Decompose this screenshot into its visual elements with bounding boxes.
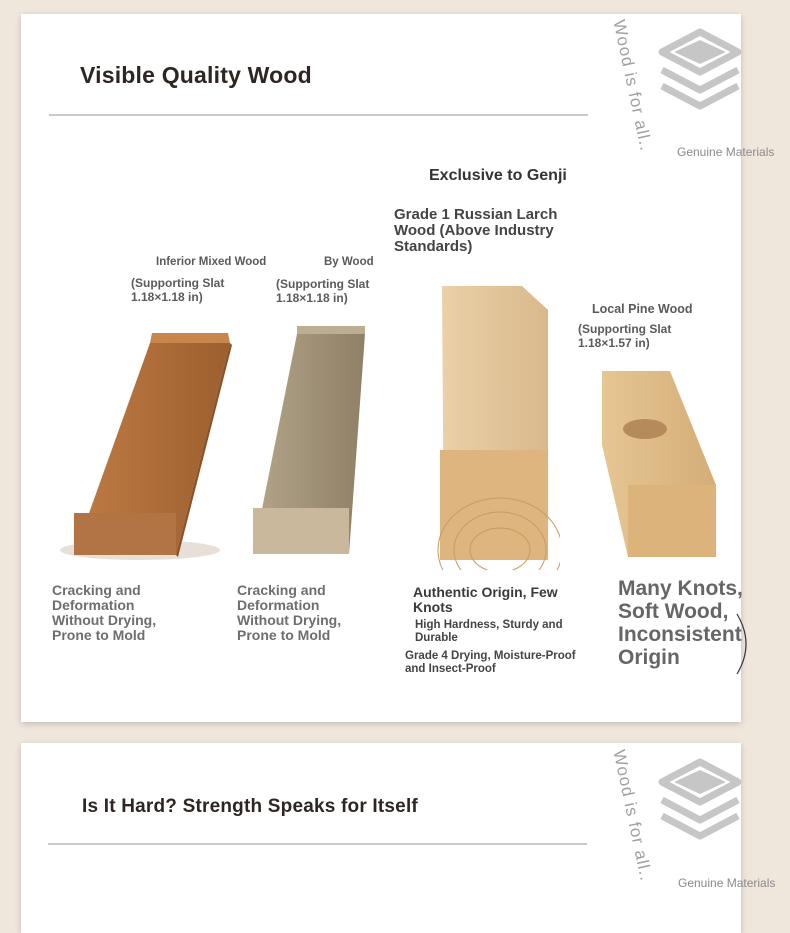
wood-spec-pine: (Supporting Slat 1.18×1.57 in) <box>578 322 672 350</box>
wood-desc-larch-hardness: High Hardness, Sturdy and Durable <box>415 619 563 644</box>
section-title: Visible Quality Wood <box>80 62 312 88</box>
wood-spec-by: (Supporting Slat 1.18×1.18 in) <box>276 277 370 305</box>
by-wood-plank <box>245 320 385 565</box>
genuine-materials-badge: Genuine Materials <box>677 145 775 159</box>
larch-wood-plank <box>430 280 560 570</box>
genuine-materials-badge-2: Genuine Materials <box>678 876 776 890</box>
stacked-layers-icon <box>652 26 748 116</box>
title-divider <box>49 114 588 116</box>
page-margin <box>769 0 790 913</box>
wood-name-pine: Local Pine Wood <box>592 302 693 316</box>
wood-desc-pine: Many Knots, Soft Wood, Inconsistent Origin <box>618 577 743 669</box>
wood-desc-inferior: Cracking and Deformation Without Drying, Prone to Mold <box>52 582 157 643</box>
bracket-decoration <box>735 612 755 677</box>
wood-desc-by: Cracking and Deformation Without Drying, Prone to Mold <box>237 582 342 643</box>
wood-name-inferior: Inferior Mixed Wood <box>156 256 267 268</box>
inferior-wood-plank <box>60 325 250 565</box>
stacked-layers-icon-2 <box>652 756 748 846</box>
pine-wood-plank <box>590 365 730 565</box>
watermark-text: Wood is for all.. <box>609 18 656 153</box>
wood-desc-larch: Authentic Origin, Few Knots <box>413 584 558 615</box>
watermark-text-2: Wood is for all.. <box>609 748 656 883</box>
wood-spec-inferior: (Supporting Slat 1.18×1.18 in) <box>131 276 225 304</box>
wood-desc-larch-drying: Grade 4 Drying, Moisture-Proof and Insect-Proof <box>405 650 576 675</box>
wood-name-larch: Grade 1 Russian Larch Wood (Above Industry Standards) <box>394 206 558 255</box>
section-title-strength: Is It Hard? Strength Speaks for Itself <box>82 796 418 817</box>
title-divider-strength <box>48 843 587 845</box>
exclusive-label: Exclusive to Genji <box>429 167 567 184</box>
wood-name-by: By Wood <box>324 256 374 268</box>
